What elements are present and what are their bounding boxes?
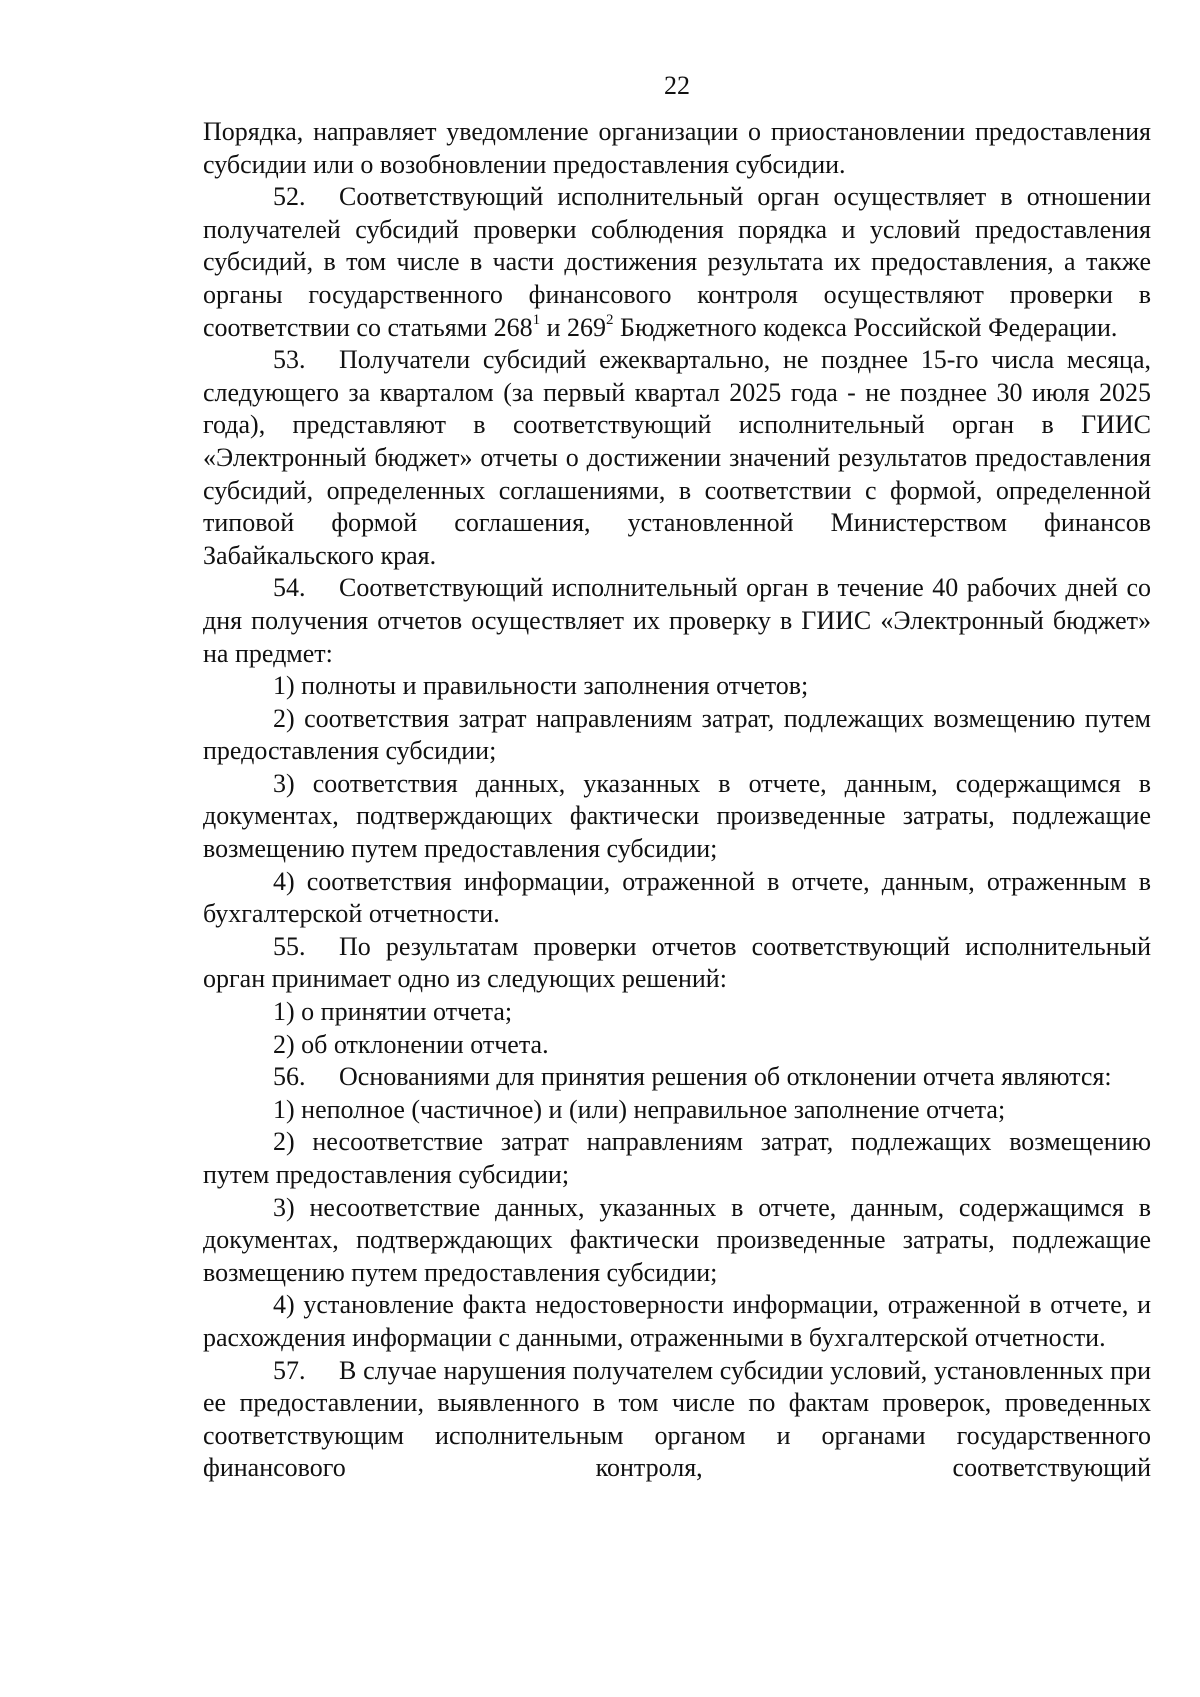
clause-number: 57. — [273, 1355, 306, 1385]
clause-number: 56. — [273, 1062, 306, 1092]
paragraph-56 — [203, 1061, 1151, 1094]
paragraph-text: Соответствующий исполнительный орган в течение 40 рабочих дней со дня получения отчетов осуществляет их проверку в ГИИС «Электронный бюджет» на предмет: — [203, 573, 1151, 668]
paragraph-52 — [203, 181, 1151, 344]
list-item: 1) о принятии отчета; — [273, 997, 513, 1027]
paragraph-text: Основаниями для принятия решения об отклонении отчета являются: — [339, 1062, 1112, 1092]
list-item: 3) соответствия данных, указанных в отчете, данным, содержащимся в документах, подтверждающих фактически произведенные затраты, подлежащие возмещению путем предоставления субсидии; — [203, 768, 1151, 864]
list-item: 2) об отклонении отчета. — [273, 1029, 549, 1059]
list-item: 4) установление факта недостоверности информации, отраженной в отчете, и расхождения информации с данными, отраженными в бухгалтерской отчетности. — [203, 1290, 1151, 1352]
paragraph-text: Соответствующий исполнительный орган осуществляет в отношении получателей субсидий проверки соблюдения порядка и условий предоставления субсидий, в том числе в части достижения результата их предоставления, а также органы государственного финансового контроля осуществляют проверки в соответствии со статьями 268 — [203, 182, 1151, 342]
paragraph-text: В случае нарушения получателем субсидии условий, установленных при ее предоставлении, выявленного в том числе по фактам проверок, проведенных соответствующим исполнительным органом и органами государственного финансового контроля, соответствующий — [203, 1355, 1151, 1483]
superscript: 2 — [606, 311, 614, 328]
paragraph-54 — [203, 572, 1151, 670]
paragraph-55 — [203, 931, 1151, 996]
list-item: 4) соответствия информации, отраженной в отчете, данным, отраженным в бухгалтерской отчетности. — [203, 866, 1151, 929]
list-item: 2) соответствия затрат направлениям затрат, подлежащих возмещению путем предоставления субсидии; — [203, 703, 1151, 766]
list-item: 2) несоответствие затрат направлениям затрат, подлежащих возмещению путем предоставления субсидии; — [203, 1127, 1151, 1189]
clause-number: 54. — [273, 573, 306, 603]
paragraph-53 — [203, 344, 1151, 572]
paragraph-text: Получатели субсидий ежеквартально, не позднее 15-го числа месяца, следующего за кварталом (за первый квартал 2025 года - не позднее 30 июля 2025 года), представляют в соответствующий исполнительный орган в ГИИС «Электронный бюджет» отчеты о достижении значений результатов предоставления субсидий, определенных соглашениями, в соответствии с формой, определенной типовой формой соглашения, установленной Министерством финансов Забайкальского края. — [203, 345, 1151, 570]
paragraph-57 — [203, 1355, 1151, 1485]
list-item: 3) несоответствие данных, указанных в отчете, данным, содержащимся в документах, подтверждающих фактически произведенные затраты, подлежащие возмещению путем предоставления субсидии; — [203, 1192, 1151, 1287]
superscript: 1 — [532, 311, 541, 328]
list-item: 1) неполное (частичное) и (или) неправильное заполнение отчета; — [273, 1094, 1006, 1124]
list-item: 1) полноты и правильности заполнения отчетов; — [273, 671, 809, 701]
paragraph-continuation: Порядка, направляет уведомление организации о приостановлении предоставления субсидии или о возобновлении предоставления субсидии. — [203, 117, 1151, 179]
paragraph-text: и 269 — [540, 312, 607, 342]
clause-number: 53. — [273, 345, 306, 375]
clause-number: 55. — [273, 931, 306, 961]
clause-number: 52. — [273, 182, 306, 212]
paragraph-text: По результатам проверки отчетов соответствующий исполнительный орган принимает одно из следующих решений: — [203, 931, 1151, 994]
document-body — [203, 116, 1151, 1485]
page-number: 22 — [664, 71, 690, 100]
paragraph-text: Бюджетного кодекса Российской Федерации. — [613, 312, 1118, 342]
